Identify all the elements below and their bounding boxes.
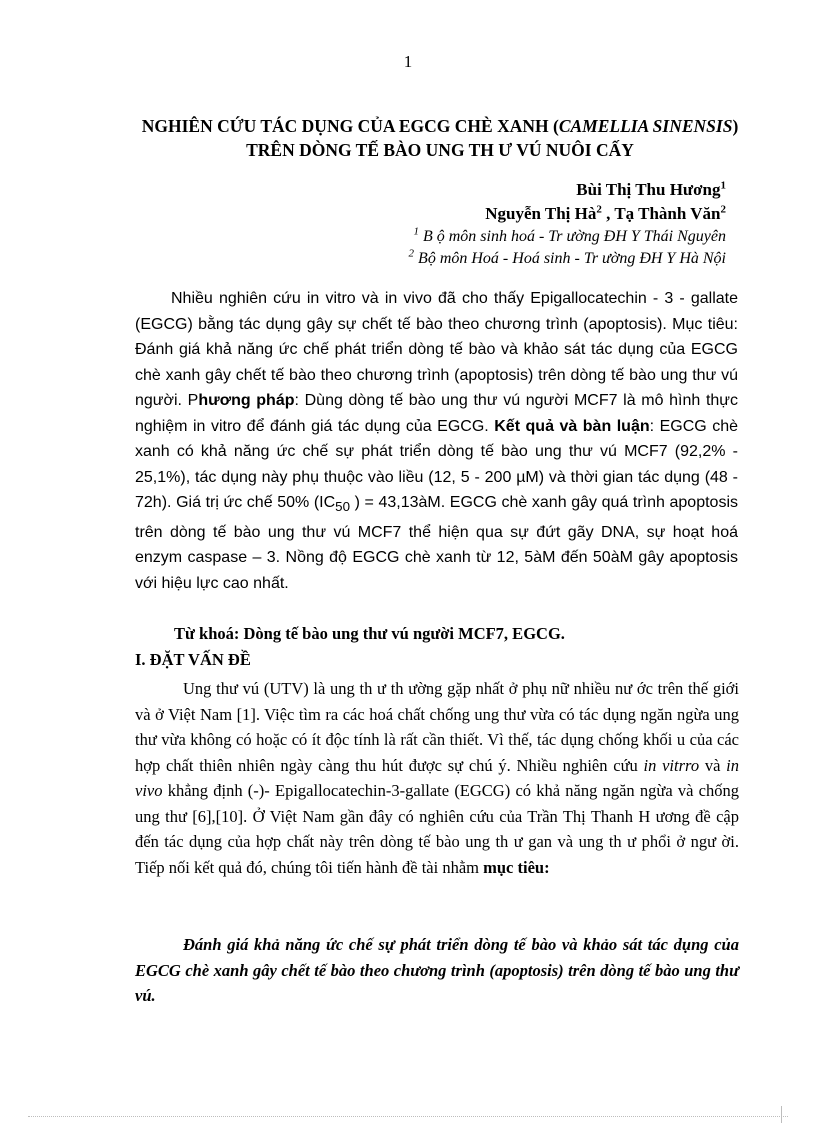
affiliation-1-mark: 1 — [413, 225, 419, 238]
abstract-results-text: : EGCG chè xanh có khả năng ức chế sự phát triển dòng tế bào ung thư vú MCF7 (92,2% - 25,1%), tác dụng này phụ thuộc vào liều (12, 5 - 200 µM) và thời gian tác dụng (48 - 72h). Giá trị ức chế 50% (IC — [135, 417, 739, 511]
page-number: 1 — [403, 52, 413, 71]
section-heading-introduction: I. ĐẶT VẤN ĐỀ — [135, 650, 251, 669]
affiliation-1-text: B ộ môn sinh hoá - Tr ường ĐH Y Thái Nguyên — [418, 228, 726, 245]
affiliation-2-text: Bộ môn Hoá - Hoá sinh - Tr ường ĐH Y Hà Nội — [414, 250, 726, 267]
author-3-affiliation-mark: 2 — [720, 203, 726, 216]
author-2-affiliation-mark: 2 — [596, 203, 602, 216]
author-1: Bùi Thị Thu Hương — [576, 180, 721, 199]
intro-in-vitro: in vitrro — [643, 755, 700, 775]
objective — [135, 932, 739, 1009]
footer-corner-mark — [781, 1106, 782, 1123]
intro-text-1: Ung thư vú (UTV) là ung th ư th ường gặp nhất ở phụ nữ nhiều nư ớc trên thế giới và ở Việt Nam [1]. Việc tìm ra các hoá chất chống ung thư vừa có tác dụng ngăn ngừa ung thư vừa không có hoặc có ít độc tính là rất cần thiết. Vì thế, tác dụng chống khối u của các hợp chất thiên nhiên ngày càng thu hút được sự chú ý. Nhiều nghiên cứu — [135, 679, 739, 775]
results-label: Kết quả và bàn luận — [494, 417, 650, 435]
abstract-intro-text: Nhiều nghiên cứu in vitro và in vivo đã cho thấy Epigallocatechin - 3 - gallate (EGCG) bằng tác dụng gây sự chết tế bào theo chương trình (apoptosis). Mục tiêu: Đánh giá khả năng ức chế phát triển dòng tế bào và khảo sát tác dụng của EGCG chè xanh gây chết tế bào theo chương trình (apoptosis) trên dòng tế bào ung thư vú người. P — [135, 290, 738, 409]
affiliation-2 — [409, 248, 726, 270]
author-line-2 — [409, 202, 726, 226]
objective-text: Đánh giá khả năng ức chế sự phát triển dòng tế bào và khảo sát tác dụng của EGCG chè xanh gây chết tế bào theo chương trình (apoptosis) trên dòng tế bào ung thư vú. — [135, 935, 739, 1005]
ic50-subscript: 50 — [335, 499, 350, 515]
introduction-paragraph — [135, 676, 739, 880]
footer-divider — [28, 1116, 788, 1117]
methods-label: hương pháp — [198, 392, 295, 409]
author-block — [409, 178, 726, 270]
author-line-1 — [409, 178, 726, 202]
intro-in-vivo: in vivo — [135, 755, 740, 800]
abstract-methods-text: : Dùng dòng tế bào ung thư vú người MCF7 là mô hình thực nghiệm in vitro để đánh giá tác dụng của EGCG. — [135, 392, 739, 435]
intro-text-2: và — [699, 755, 727, 775]
abstract — [135, 286, 738, 596]
paper-title — [130, 114, 750, 162]
abstract-conclusion-text: ) = 43,13àM. EGCG chè xanh gây quá trình apoptosis trên dòng tế bào ung thư vú MCF7 thể hiện qua sự đứt gãy DNA, sự hoạt hoá enzym caspase – 3. Nồng độ EGCG chè xanh từ 12, 5àM đến 50àM gây apoptosis với hiệu lực cao nhất. — [135, 494, 738, 592]
affiliation-2-mark: 2 — [408, 247, 415, 260]
abstract-paragraph — [135, 286, 738, 596]
author-1-affiliation-mark: 1 — [720, 179, 726, 192]
intro-text-3: khẳng định (-)- Epigallocatechin-3-gallate (EGCG) có khả năng ngăn ngừa và chống ung thư [6],[10]. Ở Việt Nam gần đây có nghiên cứu của Trần Thị Thanh H ương đề cập đến tác dụng của hợp chất này trên dòng tế bào ung th ư gan và ung th ư phổi ở ngư ời. Tiếp nối kết quả đó, chúng tôi tiến hành đề tài nhằm — [135, 781, 739, 877]
title-species-name: CAMELLIA SINENSIS — [558, 116, 733, 136]
title-part-2: ) TRÊN DÒNG TẾ BÀO UNG TH Ư VÚ NUÔI CẤY — [246, 116, 739, 160]
title-part-1: NGHIÊN CỨU TÁC DỤNG CỦA EGCG CHÈ XANH ( — [141, 116, 559, 136]
intro-objective-label: mục tiêu: — [483, 857, 550, 877]
introduction — [135, 676, 739, 880]
affiliation-1 — [409, 226, 726, 248]
keywords: Từ khoá: Dòng tế bào ung thư vú người MCF7, EGCG. — [174, 624, 565, 643]
author-2: Nguyễn Thị Hà — [485, 204, 597, 223]
author-3: , Tạ Thành Văn — [601, 204, 721, 223]
